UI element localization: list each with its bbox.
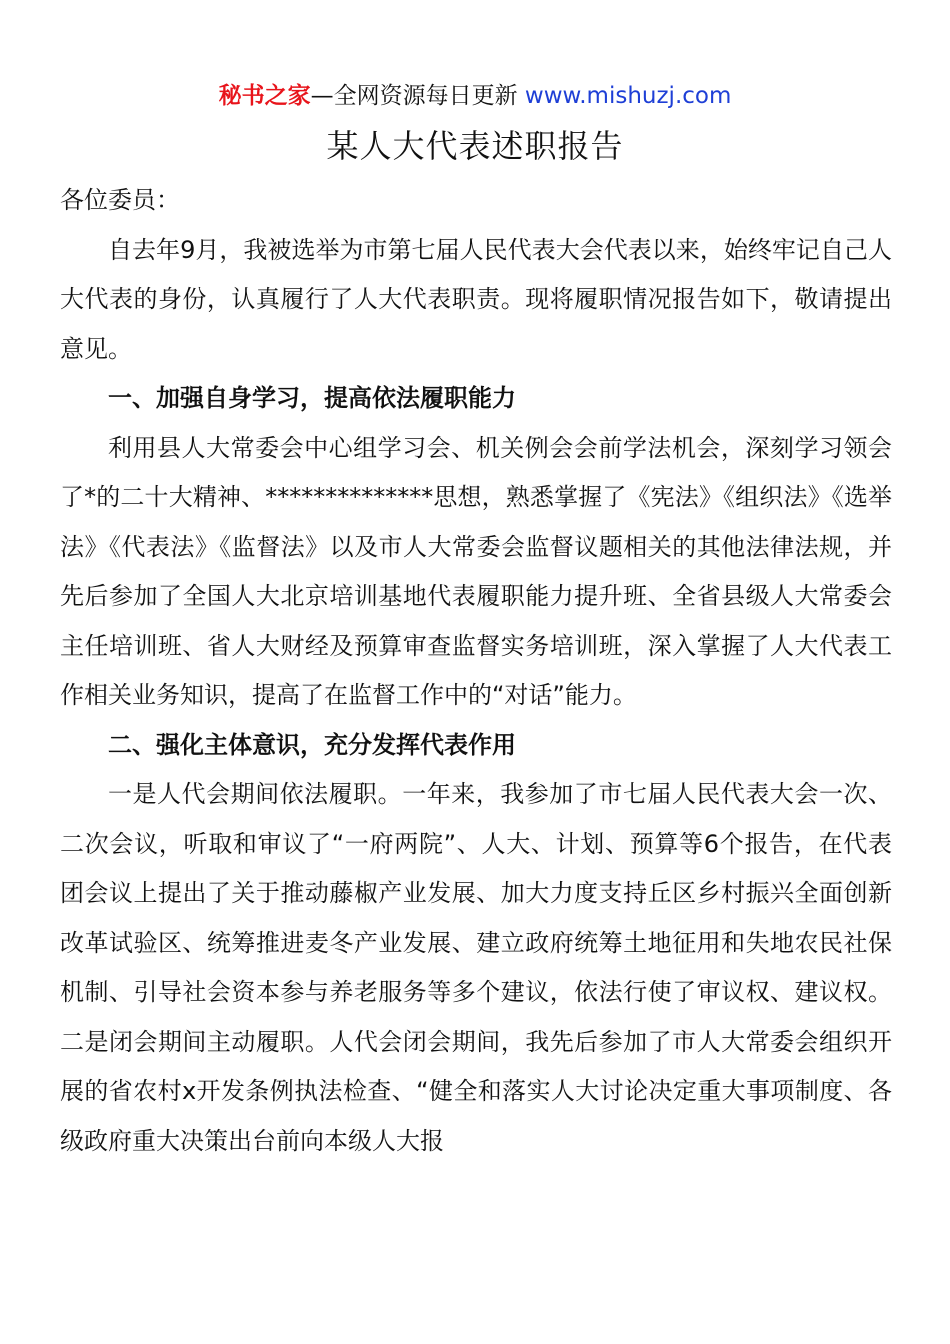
document-body [60, 176, 892, 1166]
section-1-paragraph: 利用县人大常委会中心组学习会、机关例会会前学法机会，深刻学习领会了*的二十大精神、**************思想，熟悉掌握了《宪法》《组织法》《选举法》《代表法》《监督法》以及市人大常委会监督议题相关的其他法律法规，并先后参加了全国人大北京培训基地代表履职能力提升班、全省县级人大常委会主任培训班、省人大财经及预算审查监督实务培训班，深入掌握了人大代表工作相关业务知识，提高了在监督工作中的“对话”能力。 [60, 433, 892, 709]
salutation: 各位委员： [60, 186, 180, 214]
intro-paragraph: 自去年9月，我被选举为市第七届人民代表大会代表以来，始终牢记自己人大代表的身份，认真履行了人大代表职责。现将履职情况报告如下，敬请提出意见。 [60, 235, 892, 363]
section-2-paragraph: 一是人代会期间依法履职。一年来，我参加了市七届人民代表大会一次、二次会议，听取和审议了“一府两院”、人大、计划、预算等6个报告，在代表团会议上提出了关于推动藤椒产业发展、加大力度支持丘区乡村振兴全面创新改革试验区、统筹推进麦冬产业发展、建立政府统筹土地征用和失地农民社保机制、引导社会资本参与养老服务等多个建议，依法行使了审议权、建议权。二是闭会期间主动履职。人代会闭会期间，我先后参加了市人大常委会组织开展的省农村x开发条例执法检查、“健全和落实人大讨论决定重大事项制度、各级政府重大决策出台前向本级人大报 [60, 780, 892, 1155]
brand-name: 秘书之家 [218, 83, 311, 109]
site-slogan: —全网资源每日更新 [310, 83, 525, 109]
section-heading-2: 二、强化主体意识，充分发挥代表作用 [108, 730, 516, 759]
site-header [0, 80, 950, 112]
section-heading-1: 一、加强自身学习，提高依法履职能力 [108, 384, 516, 412]
document-title: 某人大代表述职报告 [326, 127, 624, 165]
site-url-link[interactable]: www.mishuzj.com [524, 83, 732, 109]
